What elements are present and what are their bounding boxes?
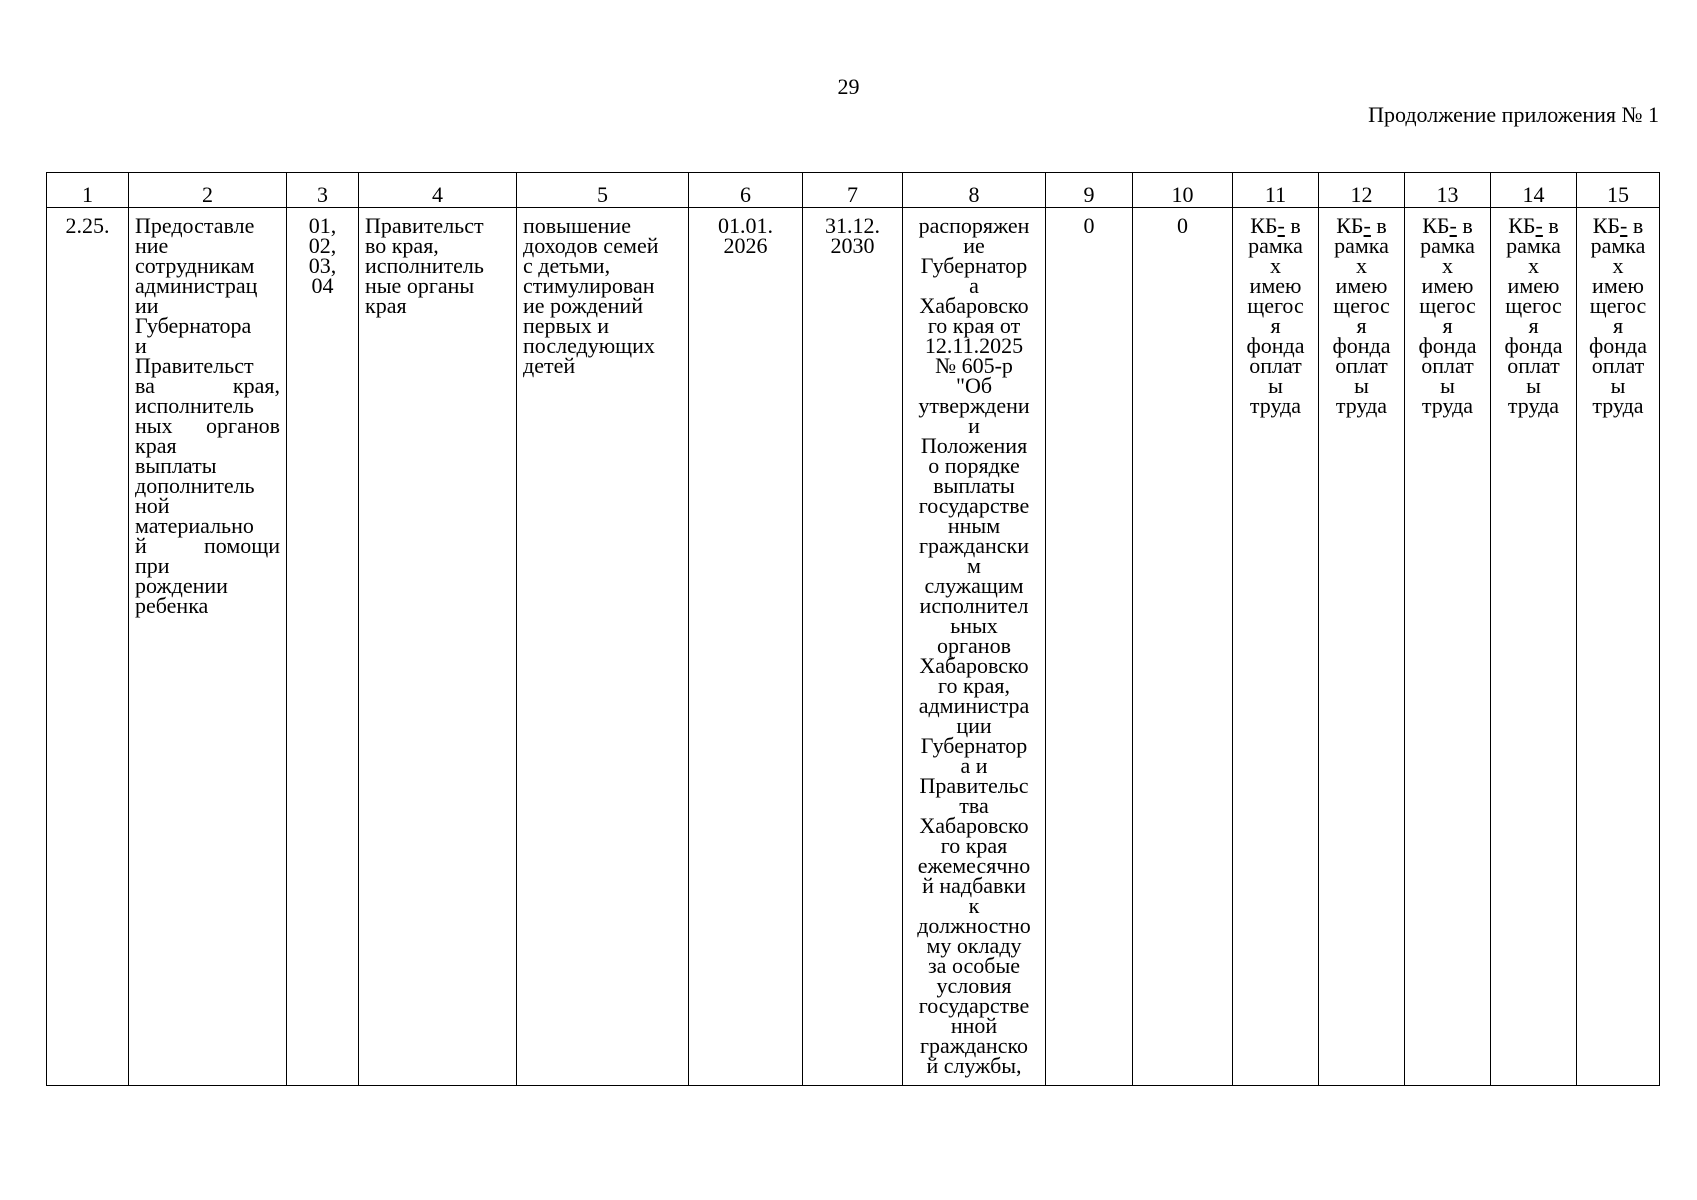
kb-rest: в bbox=[1370, 213, 1387, 238]
cell-line: ной bbox=[135, 493, 170, 518]
cell-line: ежемесячно bbox=[917, 853, 1031, 878]
cell-funding-source bbox=[1491, 208, 1577, 1086]
kb-dash: - bbox=[1363, 213, 1371, 238]
cell-line: № 605-р bbox=[935, 353, 1013, 378]
cell-line: имею bbox=[1592, 273, 1644, 298]
column-number-header: 6 bbox=[689, 173, 803, 208]
column-number-header: 12 bbox=[1319, 173, 1405, 208]
cell-line: администра bbox=[918, 693, 1030, 718]
cell-legal-basis bbox=[903, 208, 1046, 1086]
cell-line: ы bbox=[1526, 373, 1541, 398]
cell-executor bbox=[359, 208, 517, 1086]
cell-line: а bbox=[969, 273, 979, 298]
cell-line: фонда bbox=[1418, 333, 1477, 358]
cell-line: ы bbox=[1610, 373, 1626, 398]
cell-line: оплат bbox=[1249, 353, 1302, 378]
cell-line: оплат bbox=[1507, 353, 1560, 378]
cell-line: я bbox=[1612, 313, 1624, 338]
cell-line: исполнител bbox=[919, 593, 1029, 618]
cell-line: утверждени bbox=[918, 393, 1030, 418]
column-number-header: 7 bbox=[803, 173, 903, 208]
cell-line: края bbox=[135, 433, 177, 458]
cell-line: ие рождений bbox=[523, 293, 643, 318]
appendix-table bbox=[46, 172, 1660, 1086]
cell-line: 2030 bbox=[830, 233, 875, 258]
column-number-header: 13 bbox=[1405, 173, 1491, 208]
cell-line: нным bbox=[947, 513, 1001, 538]
cell-line: Правительст bbox=[135, 353, 254, 378]
cell-line: Хабаровско bbox=[919, 653, 1029, 678]
cell-item-number: 2.25. bbox=[47, 208, 129, 1086]
cell-line: администрац bbox=[135, 273, 258, 298]
cell-line: к bbox=[968, 893, 980, 918]
cell-line: государстве bbox=[918, 493, 1030, 518]
cell-line: я bbox=[1356, 313, 1367, 338]
cell-line: 01.01. bbox=[718, 213, 773, 238]
cell-line: служащим bbox=[924, 573, 1024, 598]
kb-dash: - bbox=[1277, 213, 1285, 238]
cell-line: 01, bbox=[308, 213, 337, 238]
cell-line: труда bbox=[1421, 393, 1474, 418]
cell-line: за особые bbox=[927, 953, 1020, 978]
cell-line: нной bbox=[950, 1013, 998, 1038]
cell-line: и bbox=[135, 333, 147, 358]
cell-line: фонда bbox=[1246, 333, 1305, 358]
cell-line: х bbox=[1528, 253, 1539, 278]
cell-line: исполнитель bbox=[135, 393, 254, 418]
kb-rest: в bbox=[1284, 213, 1301, 238]
cell-col10-value: 0 bbox=[1133, 208, 1233, 1086]
cell-line: ие bbox=[963, 233, 985, 258]
cell-line: 2026 bbox=[723, 233, 768, 258]
cell-line: щегос bbox=[1419, 293, 1476, 318]
cell-line: оплат bbox=[1335, 353, 1388, 378]
cell-line: 03, bbox=[308, 253, 337, 278]
cell-end-date bbox=[803, 208, 903, 1086]
cell-line: я bbox=[1270, 313, 1281, 338]
cell-line: й надбавки bbox=[922, 873, 1026, 898]
cell-line: Хабаровско bbox=[919, 293, 1029, 318]
cell-line: рамка bbox=[1420, 233, 1475, 258]
cell-line: гражданско bbox=[919, 1033, 1029, 1058]
cell-line: Губернатор bbox=[920, 253, 1028, 278]
cell-funding-source bbox=[1577, 208, 1660, 1086]
cell-line: Хабаровско bbox=[919, 813, 1029, 838]
column-number-header: 2 bbox=[129, 173, 287, 208]
cell-col9-value: 0 bbox=[1046, 208, 1133, 1086]
cell-line: х bbox=[1442, 253, 1453, 278]
cell-line: щегос bbox=[1333, 293, 1390, 318]
cell-line: фонда bbox=[1332, 333, 1391, 358]
cell-line: рамка bbox=[1334, 233, 1389, 258]
cell-line: Предоставле bbox=[135, 213, 255, 238]
cell-line: ы bbox=[1268, 373, 1283, 398]
cell-line: имею bbox=[1421, 273, 1474, 298]
cell-line: края bbox=[365, 293, 407, 318]
cell-line: оплат bbox=[1591, 353, 1645, 378]
column-number-header: 14 bbox=[1491, 173, 1577, 208]
appendix-continuation-label: Продолжение приложения № 1 bbox=[1368, 102, 1659, 127]
cell-line: выплаты bbox=[135, 453, 217, 478]
kb-rest: в bbox=[1456, 213, 1473, 238]
kb-prefix: КБ bbox=[1592, 213, 1621, 238]
cell-line: Положения bbox=[920, 433, 1028, 458]
kb-rest: в bbox=[1627, 213, 1644, 238]
cell-line: х bbox=[1612, 253, 1624, 278]
cell-line: тва bbox=[959, 793, 989, 818]
cell-line: труда bbox=[1507, 393, 1560, 418]
cell-line: рамка bbox=[1248, 233, 1303, 258]
column-number-header: 5 bbox=[517, 173, 689, 208]
cell-line: труда bbox=[1249, 393, 1302, 418]
cell-line: Губернатор bbox=[920, 733, 1028, 758]
cell-line: щегос bbox=[1247, 293, 1304, 318]
kb-rest: в bbox=[1542, 213, 1559, 238]
column-number-row bbox=[47, 173, 1660, 208]
cell-line: 31.12. bbox=[825, 213, 880, 238]
cell-codes bbox=[287, 208, 359, 1086]
kb-prefix: КБ bbox=[1336, 213, 1364, 238]
cell-line: 04 bbox=[311, 273, 334, 298]
cell-line: при bbox=[135, 553, 170, 578]
cell-start-date bbox=[689, 208, 803, 1086]
cell-line: ние bbox=[135, 233, 169, 258]
cell-line: рамка bbox=[1590, 233, 1646, 258]
cell-line: го края, bbox=[937, 673, 1011, 698]
cell-line: щегос bbox=[1589, 293, 1647, 318]
cell-line: дополнитель bbox=[135, 473, 255, 498]
cell-line: во края, bbox=[365, 233, 439, 258]
cell-line: ва края, bbox=[135, 373, 280, 398]
cell-line: щегос bbox=[1505, 293, 1562, 318]
cell-line: имею bbox=[1335, 273, 1388, 298]
cell-line: повышение bbox=[523, 213, 631, 238]
cell-line: имею bbox=[1507, 273, 1560, 298]
column-number-header: 11 bbox=[1233, 173, 1319, 208]
cell-line: ьных bbox=[950, 613, 998, 638]
column-number-header: 3 bbox=[287, 173, 359, 208]
cell-line: я bbox=[1442, 313, 1453, 338]
cell-line: фонда bbox=[1504, 333, 1563, 358]
cell-line: й службы, bbox=[926, 1053, 1022, 1078]
table-row bbox=[47, 208, 1660, 1086]
kb-prefix: КБ bbox=[1422, 213, 1450, 238]
column-number-header: 9 bbox=[1046, 173, 1133, 208]
cell-line: "Об bbox=[955, 373, 993, 398]
cell-line: материально bbox=[135, 513, 254, 538]
page-number: 29 bbox=[837, 74, 860, 99]
cell-line: фонда bbox=[1589, 333, 1647, 358]
cell-line: сотрудникам bbox=[135, 253, 255, 278]
cell-line: й помощи bbox=[135, 533, 280, 558]
column-number-header: 15 bbox=[1577, 173, 1660, 208]
kb-dash: - bbox=[1620, 213, 1628, 238]
cell-line: Правительст bbox=[365, 213, 484, 238]
cell-line: ы bbox=[1354, 373, 1369, 398]
cell-line: условия bbox=[936, 973, 1012, 998]
cell-line: х bbox=[1356, 253, 1367, 278]
cell-line: 02, bbox=[308, 233, 337, 258]
column-number-header: 4 bbox=[359, 173, 517, 208]
cell-line: му окладу bbox=[926, 933, 1022, 958]
kb-prefix: КБ bbox=[1250, 213, 1278, 238]
cell-line: Правительс bbox=[919, 773, 1029, 798]
kb-prefix: КБ bbox=[1508, 213, 1536, 238]
cell-line: оплат bbox=[1421, 353, 1474, 378]
cell-line: о порядке bbox=[928, 453, 1020, 478]
cell-line: детей bbox=[523, 353, 576, 378]
cell-line: а и bbox=[960, 753, 988, 778]
cell-measure-name bbox=[129, 208, 287, 1086]
cell-line: исполнитель bbox=[365, 253, 484, 278]
cell-line: Губернатора bbox=[135, 313, 252, 338]
cell-line: с детьми, bbox=[523, 253, 611, 278]
cell-line: я bbox=[1528, 313, 1539, 338]
cell-line: стимулирован bbox=[523, 273, 655, 298]
column-number-header: 10 bbox=[1133, 173, 1233, 208]
cell-line: граждански bbox=[919, 533, 1029, 558]
cell-line: го края bbox=[940, 833, 1008, 858]
cell-line: государстве bbox=[918, 993, 1030, 1018]
cell-line: ребенка bbox=[135, 593, 209, 618]
cell-line: ции bbox=[956, 713, 992, 738]
kb-dash: - bbox=[1449, 213, 1457, 238]
cell-line: ных органов bbox=[135, 413, 280, 438]
column-number-header: 1 bbox=[47, 173, 129, 208]
cell-funding-source bbox=[1319, 208, 1405, 1086]
cell-line: го края от bbox=[927, 313, 1021, 338]
cell-line: ы bbox=[1440, 373, 1455, 398]
cell-goal bbox=[517, 208, 689, 1086]
cell-funding-source bbox=[1405, 208, 1491, 1086]
cell-line: доходов семей bbox=[523, 233, 659, 258]
cell-line: первых и bbox=[523, 313, 609, 338]
cell-line: 12.11.2025 bbox=[924, 333, 1024, 358]
cell-line: труда bbox=[1592, 393, 1644, 418]
cell-line: рамка bbox=[1506, 233, 1561, 258]
cell-line: должностно bbox=[917, 913, 1031, 938]
cell-line: ии bbox=[135, 293, 159, 318]
cell-line: м bbox=[967, 553, 981, 578]
cell-line: последующих bbox=[523, 333, 655, 358]
cell-line: выплаты bbox=[933, 473, 1015, 498]
cell-line: имею bbox=[1249, 273, 1302, 298]
cell-funding-source bbox=[1233, 208, 1319, 1086]
column-number-header: 8 bbox=[903, 173, 1046, 208]
cell-line: распоряжен bbox=[918, 213, 1030, 238]
cell-line: органов bbox=[937, 633, 1011, 658]
cell-line: ные органы bbox=[365, 273, 475, 298]
cell-line: х bbox=[1270, 253, 1281, 278]
kb-dash: - bbox=[1535, 213, 1543, 238]
cell-line: труда bbox=[1335, 393, 1388, 418]
cell-line: рождении bbox=[135, 573, 228, 598]
cell-line: и bbox=[968, 413, 980, 438]
